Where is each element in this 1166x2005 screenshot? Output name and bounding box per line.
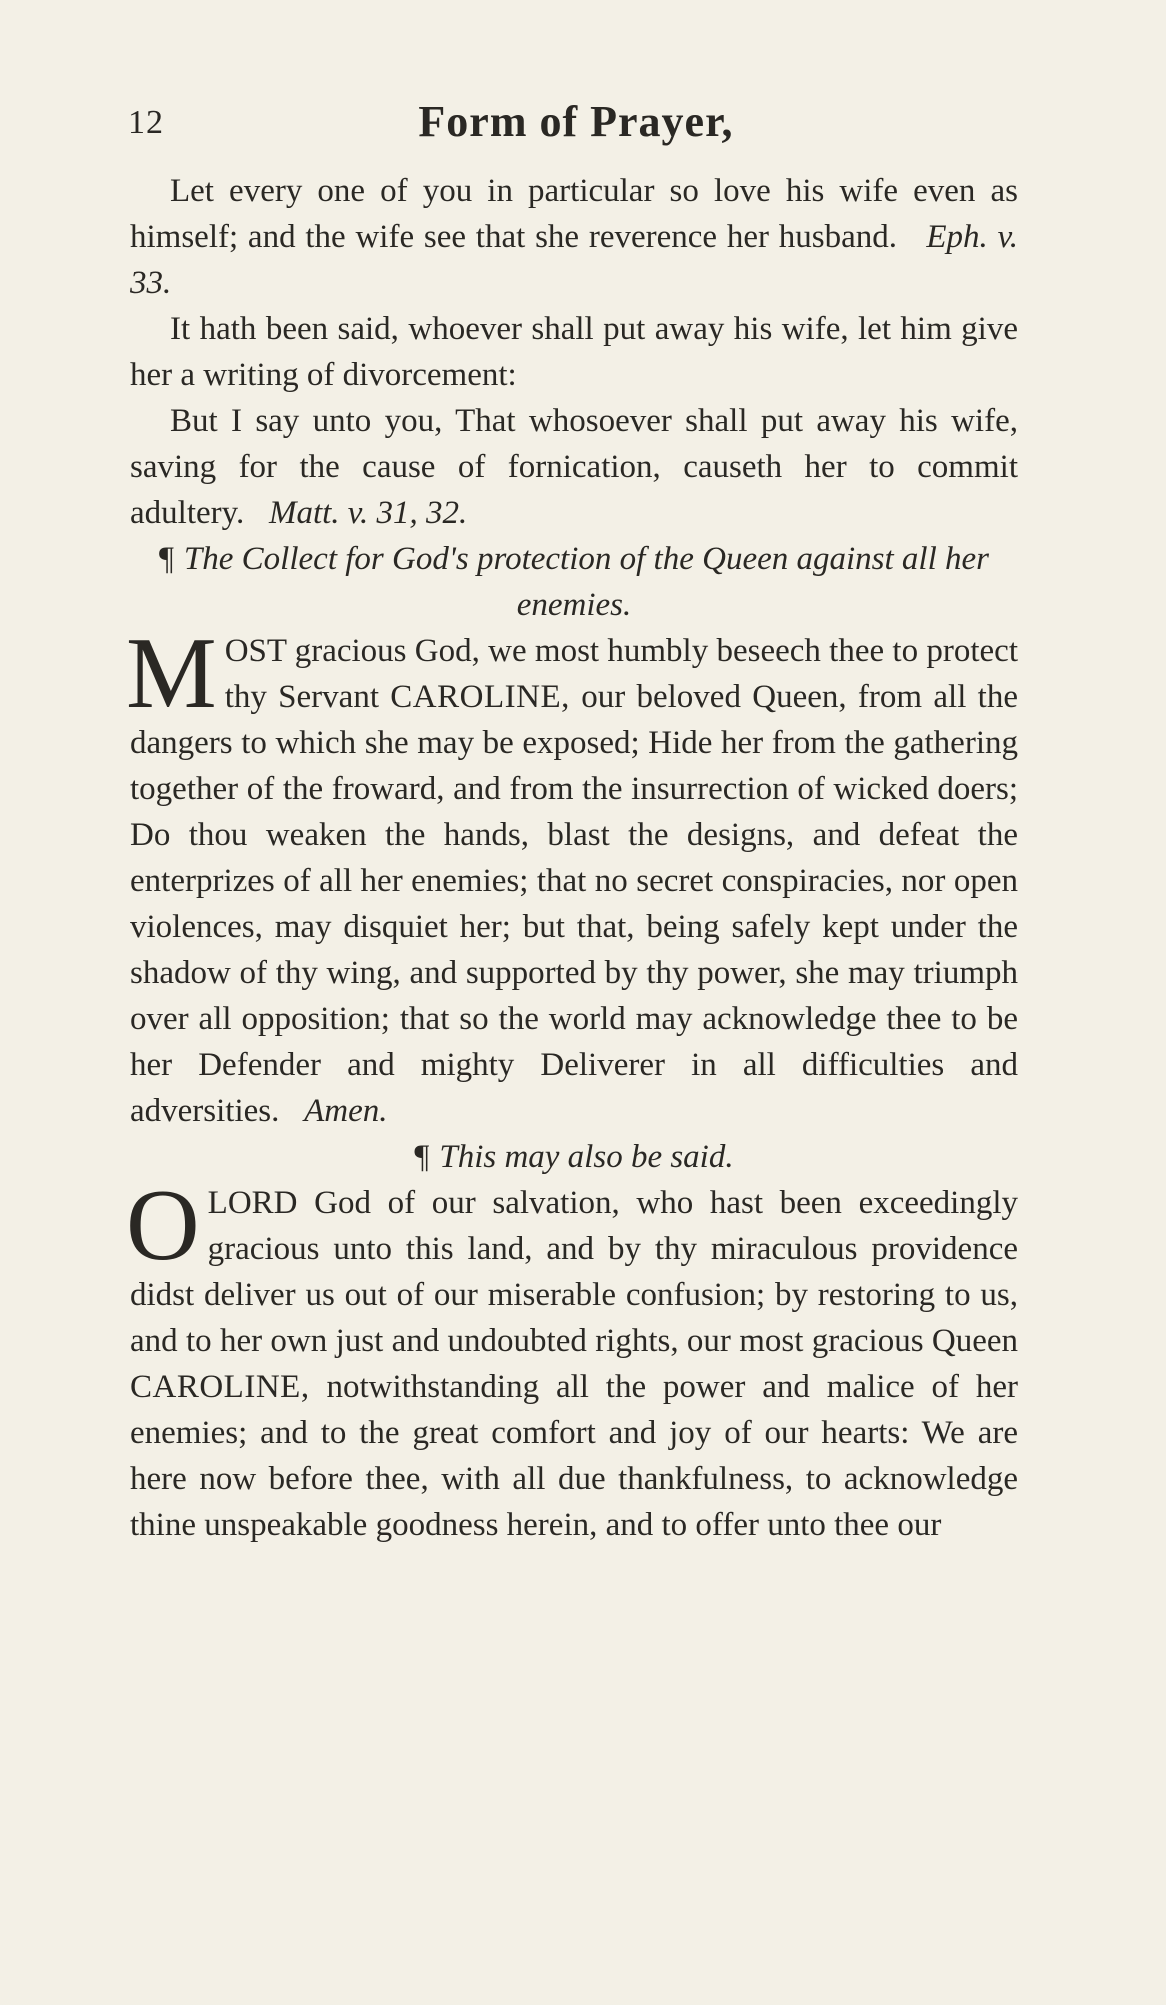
queen-name: CAROLINE, [390, 679, 570, 715]
paragraph-text: Let every one of you in particular so love his wife even as himself; and the wife see that she reverence her husband. [130, 173, 1018, 255]
collect-paragraph [126, 617, 1018, 1134]
scripture-citation: Matt. v. 31, 32. [268, 495, 468, 531]
prayer-text: notwithstanding all the power and malice of her enemies; and to the great comfort and joy of our hearts: We are here now before thee, with all due thankfulness, to acknowledge thine unspeakable goodness herein, and to offer unto thee our [130, 1369, 1019, 1543]
scripture-citation: Eph. v. 33. [130, 219, 1019, 301]
amen: Amen. [304, 1093, 388, 1129]
rubric-collect-heading [130, 536, 1018, 628]
page-header [128, 96, 1024, 156]
drop-cap: O [126, 1169, 200, 1282]
scripture-paragraph-matthew [130, 398, 1018, 536]
pilcrow-icon: ¶ [414, 1139, 430, 1175]
page-number: 12 [128, 104, 164, 141]
rubric-text: This may also be said. [439, 1139, 734, 1175]
running-title: Form of Prayer, [418, 97, 734, 146]
prayer-lead: LORD God of our salvation, who hast been exceedingly gracious unto this land, and by thy miraculous providence didst deliver us out of our miserable confusion; by restoring to us, and to her own just and undoubted rights, our most gracious Queen [130, 1185, 1018, 1359]
queen-name: CAROLINE, [130, 1369, 310, 1405]
pilcrow-icon: ¶ [158, 541, 174, 577]
paragraph-text: But I say unto you, That whosoever shall put away his wife, saving for the cause of fornication, causeth her to commit adultery. [130, 403, 1018, 531]
scripture-paragraph-divorcement [130, 306, 1018, 398]
collect-text: our beloved Queen, from all the dangers to which she may be exposed; Hide her from the gathering together of the froward, and from the insurrection of wicked doers; Do thou weaken the hands, blast the designs, and defeat the enterprizes of all her enemies; that no secret conspiracies, nor open violences, may disquiet her; but that, being safely kept under the shadow of thy wing, and supported by thy power, she may triumph over all opposition; that so the world may acknowledge thee to be her Defender and mighty Deliverer in all difficulties and adversities. [130, 679, 1018, 1129]
drop-cap: M [126, 617, 217, 730]
body-text [126, 168, 1019, 1548]
rubric-text: The Collect for God's protection of the Queen against all her enemies. [183, 541, 990, 623]
collect-lead: OST gracious God, we most humbly beseech thee to protect thy Servant [224, 633, 1018, 715]
paragraph-text: It hath been said, whoever shall put away his wife, let him give her a writing of divorcement: [130, 311, 1018, 393]
thanksgiving-paragraph [126, 1169, 1019, 1548]
scripture-paragraph-ephesians [130, 168, 1018, 306]
rubric-may-also-be-said [130, 1134, 1018, 1180]
